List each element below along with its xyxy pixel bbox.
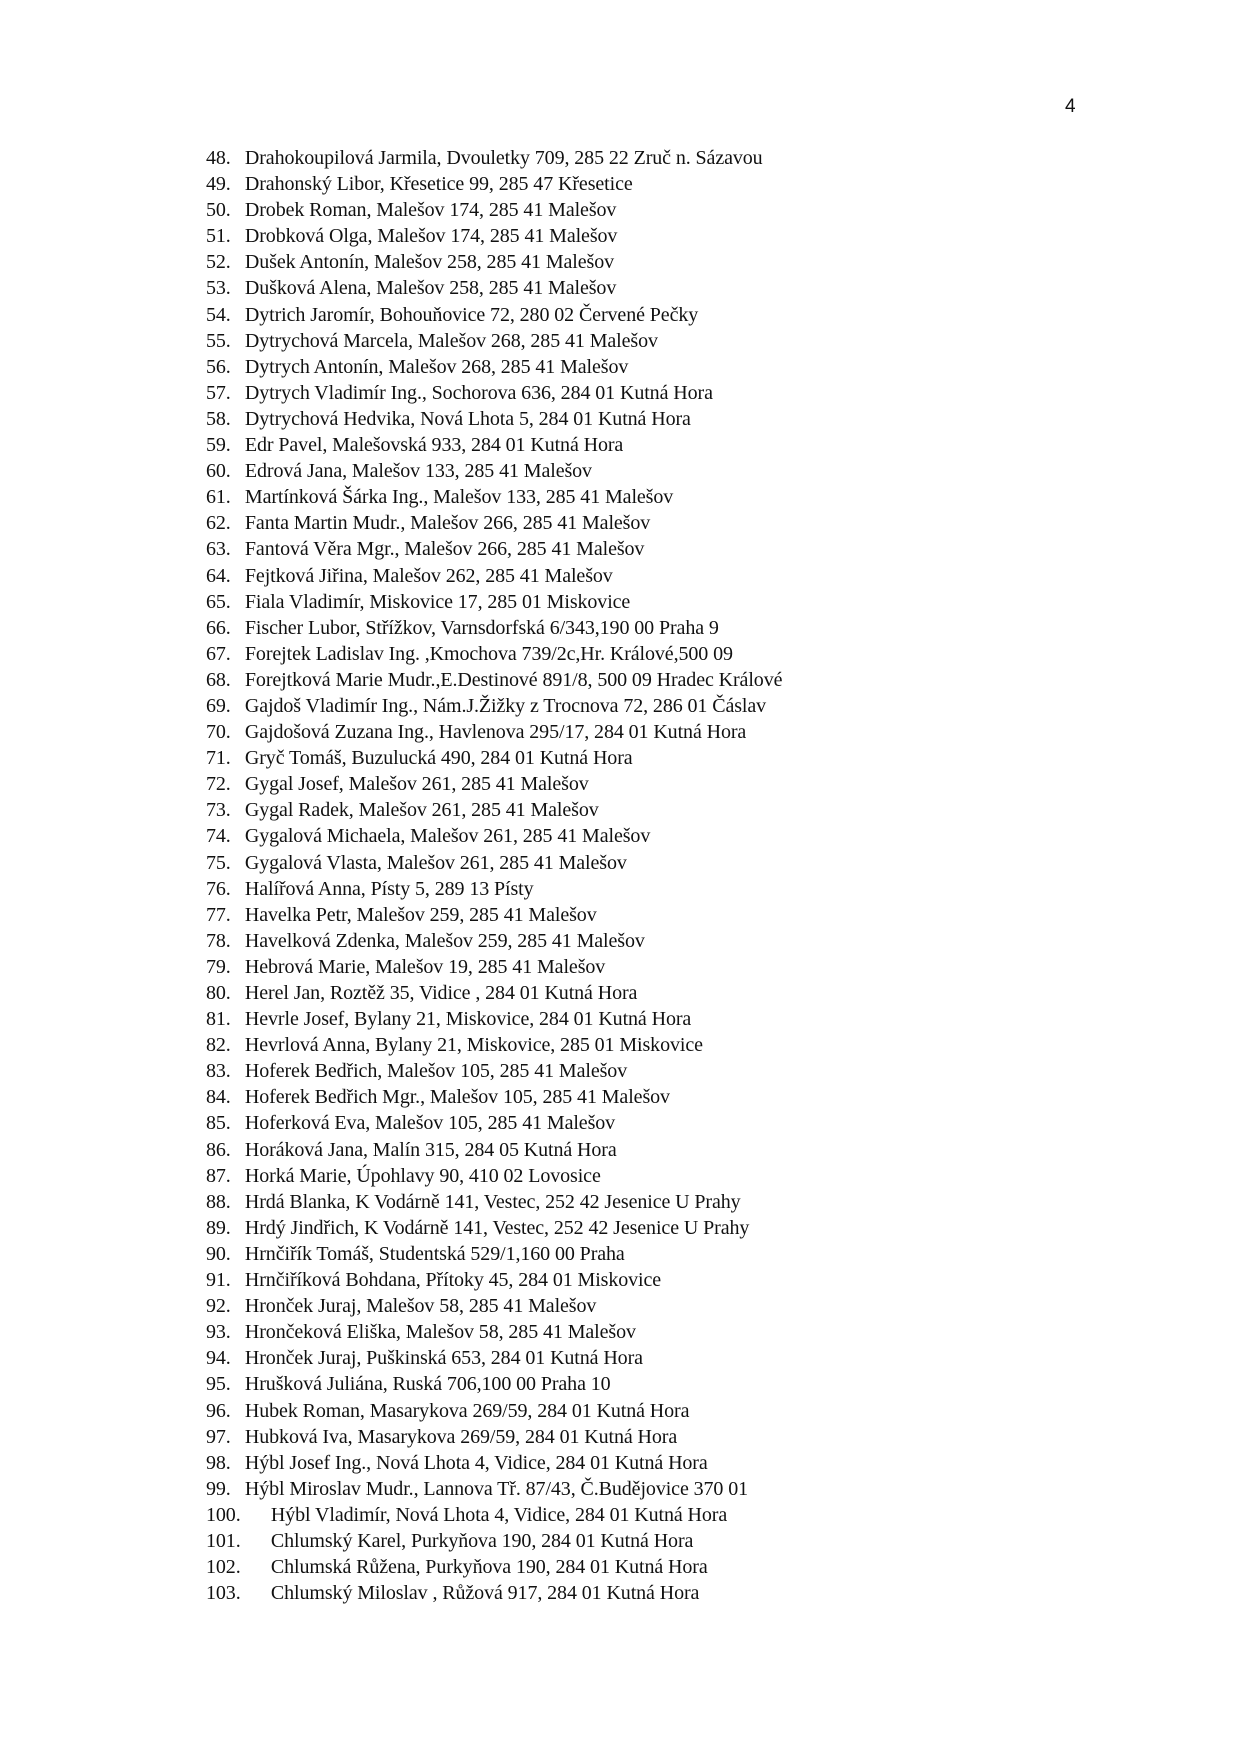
list-item <box>206 536 1206 562</box>
entry-number: 97. <box>206 1425 231 1448</box>
entry-text: Hýbl Vladimír, Nová Lhota 4, Vidice, 284 01 Kutná Hora <box>270 1503 728 1526</box>
list-item <box>206 406 1206 432</box>
list-item <box>206 1084 1206 1110</box>
list-item <box>206 928 1206 954</box>
entry-text: Hrdý Jindřich, K Vodárně 141, Vestec, 252 42 Jesenice U Prahy <box>244 1216 750 1239</box>
entry-number: 71. <box>206 747 231 770</box>
list-item <box>206 1293 1206 1319</box>
list-item <box>206 1554 1206 1580</box>
entry-text: Fiala Vladimír, Miskovice 17, 285 01 Miskovice <box>244 590 631 613</box>
list-item <box>206 563 1206 589</box>
list-item <box>206 954 1206 980</box>
entry-text: Dušek Antonín, Malešov 258, 285 41 Malešov <box>244 251 615 274</box>
entry-text: Chlumská Růžena, Purkyňova 190, 284 01 Kutná Hora <box>270 1556 708 1579</box>
entry-text: Chlumský Miloslav , Růžová 917, 284 01 Kutná Hora <box>270 1582 700 1605</box>
list-item <box>206 249 1206 275</box>
list-item <box>206 275 1206 301</box>
list-item <box>206 823 1206 849</box>
list-item <box>206 354 1206 380</box>
list-item <box>206 1580 1206 1606</box>
entry-text: Dytrych Antonín, Malešov 268, 285 41 Malešov <box>244 355 629 378</box>
entry-text: Forejtek Ladislav Ing. ,Kmochova 739/2c,Hr. Králové,500 09 <box>244 642 733 665</box>
list-item <box>206 1502 1206 1528</box>
entry-text: Fantová Věra Mgr., Malešov 266, 285 41 Malešov <box>244 538 645 561</box>
entry-text: Hebrová Marie, Malešov 19, 285 41 Malešov <box>244 955 606 978</box>
list-item <box>206 302 1206 328</box>
entry-number: 100. <box>206 1503 241 1526</box>
entry-number: 54. <box>206 303 231 326</box>
entry-text: Hronček Juraj, Puškinská 653, 284 01 Kutná Hora <box>244 1347 643 1370</box>
entry-text: Horká Marie, Úpohlavy 90, 410 02 Lovosice <box>244 1164 601 1187</box>
list-item <box>206 1110 1206 1136</box>
entry-number: 98. <box>206 1451 231 1474</box>
list-item <box>206 980 1206 1006</box>
list-item <box>206 797 1206 823</box>
list-item <box>206 1241 1206 1267</box>
entry-text: Gygalová Vlasta, Malešov 261, 285 41 Malešov <box>244 851 627 874</box>
list-item <box>206 771 1206 797</box>
entry-number: 89. <box>206 1216 231 1239</box>
page-number: 4 <box>1065 96 1076 117</box>
entry-number: 79. <box>206 955 231 978</box>
list-item <box>206 432 1206 458</box>
entry-text: Hronček Juraj, Malešov 58, 285 41 Malešov <box>244 1295 597 1318</box>
entry-number: 95. <box>206 1373 231 1396</box>
list-item <box>206 1319 1206 1345</box>
entry-number: 72. <box>206 773 231 796</box>
list-item <box>206 458 1206 484</box>
entry-text: Edrová Jana, Malešov 133, 285 41 Malešov <box>244 460 592 483</box>
list-item <box>206 850 1206 876</box>
entry-number: 62. <box>206 512 231 535</box>
entry-number: 65. <box>206 590 231 613</box>
entry-text: Drahonský Libor, Křesetice 99, 285 47 Křesetice <box>244 173 633 196</box>
entry-number: 86. <box>206 1138 231 1161</box>
entry-text: Gajdošová Zuzana Ing., Havlenova 295/17, 284 01 Kutná Hora <box>244 721 747 744</box>
list-item <box>206 1032 1206 1058</box>
entry-number: 68. <box>206 668 231 691</box>
entry-number: 75. <box>206 851 231 874</box>
entry-number: 92. <box>206 1295 231 1318</box>
entry-number: 94. <box>206 1347 231 1370</box>
entry-number: 60. <box>206 460 231 483</box>
entry-number: 88. <box>206 1190 231 1213</box>
entry-number: 61. <box>206 486 231 509</box>
entry-text: Hýbl Josef Ing., Nová Lhota 4, Vidice, 284 01 Kutná Hora <box>244 1451 708 1474</box>
entry-number: 63. <box>206 538 231 561</box>
entry-text: Hrušková Juliána, Ruská 706,100 00 Praha 10 <box>244 1373 611 1396</box>
entry-number: 91. <box>206 1269 231 1292</box>
list-item <box>206 1424 1206 1450</box>
entry-number: 59. <box>206 434 231 457</box>
list-item <box>206 1450 1206 1476</box>
entry-number: 56. <box>206 355 231 378</box>
entry-text: Dytrich Jaromír, Bohouňovice 72, 280 02 Červené Pečky <box>244 303 699 326</box>
entry-number: 84. <box>206 1086 231 1109</box>
entry-text: Hrnčiříková Bohdana, Přítoky 45, 284 01 Miskovice <box>244 1269 662 1292</box>
entry-text: Hrončeková Eliška, Malešov 58, 285 41 Malešov <box>244 1321 636 1344</box>
list-item <box>206 1398 1206 1424</box>
list-item <box>206 745 1206 771</box>
entry-number: 96. <box>206 1399 231 1422</box>
entry-text: Hevrlová Anna, Bylany 21, Miskovice, 285 01 Miskovice <box>244 1034 703 1057</box>
entry-number: 50. <box>206 199 231 222</box>
entry-text: Dytrychová Hedvika, Nová Lhota 5, 284 01 Kutná Hora <box>244 407 691 430</box>
list-item <box>206 615 1206 641</box>
list-item <box>206 589 1206 615</box>
entry-text: Hýbl Miroslav Mudr., Lannova Tř. 87/43, Č.Budějovice 370 01 <box>244 1477 749 1500</box>
entry-text: Hevrle Josef, Bylany 21, Miskovice, 284 01 Kutná Hora <box>244 1008 692 1031</box>
list-item <box>206 1528 1206 1554</box>
list-item <box>206 328 1206 354</box>
entry-number: 58. <box>206 407 231 430</box>
entry-number: 67. <box>206 642 231 665</box>
entry-number: 93. <box>206 1321 231 1344</box>
list-item <box>206 1267 1206 1293</box>
entry-number: 74. <box>206 825 231 848</box>
list-item <box>206 1058 1206 1084</box>
entry-text: Gygal Josef, Malešov 261, 285 41 Malešov <box>244 773 589 796</box>
list-item <box>206 1476 1206 1502</box>
entry-text: Chlumský Karel, Purkyňova 190, 284 01 Kutná Hora <box>270 1529 694 1552</box>
list-item <box>206 1163 1206 1189</box>
list-item <box>206 171 1206 197</box>
entry-text: Dušková Alena, Malešov 258, 285 41 Malešov <box>244 277 617 300</box>
list-item <box>206 510 1206 536</box>
list-item <box>206 693 1206 719</box>
entry-number: 76. <box>206 877 231 900</box>
entry-text: Gajdoš Vladimír Ing., Nám.J.Žižky z Trocnova 72, 286 01 Čáslav <box>244 694 767 717</box>
entry-text: Gryč Tomáš, Buzulucká 490, 284 01 Kutná Hora <box>244 747 633 770</box>
entry-text: Martínková Šárka Ing., Malešov 133, 285 41 Malešov <box>244 486 674 509</box>
entry-number: 64. <box>206 564 231 587</box>
list-item <box>206 197 1206 223</box>
list-item <box>206 484 1206 510</box>
entry-text: Havelková Zdenka, Malešov 259, 285 41 Malešov <box>244 929 645 952</box>
entry-number: 87. <box>206 1164 231 1187</box>
list-item <box>206 380 1206 406</box>
entry-number: 57. <box>206 381 231 404</box>
entry-number: 80. <box>206 982 231 1004</box>
entry-text: Hubková Iva, Masarykova 269/59, 284 01 Kutná Hora <box>244 1425 678 1448</box>
entry-text: Fanta Martin Mudr., Malešov 266, 285 41 Malešov <box>244 512 651 535</box>
entry-text: Hubek Roman, Masarykova 269/59, 284 01 Kutná Hora <box>244 1399 690 1422</box>
entry-number: 101. <box>206 1529 241 1552</box>
entry-number: 51. <box>206 225 231 248</box>
list-item <box>206 145 1206 171</box>
entry-number: 102. <box>206 1556 241 1579</box>
entry-number: 73. <box>206 799 231 822</box>
entry-text: Hoferek Bedřich, Malešov 105, 285 41 Malešov <box>244 1060 628 1083</box>
entry-text: Hoferek Bedřich Mgr., Malešov 105, 285 41 Malešov <box>244 1086 670 1109</box>
entry-text: Hrnčiřík Tomáš, Studentská 529/1,160 00 Praha <box>244 1242 625 1265</box>
entry-text: Fejtková Jiřina, Malešov 262, 285 41 Malešov <box>244 564 613 587</box>
entry-number: 99. <box>206 1477 231 1500</box>
entry-number: 52. <box>206 251 231 274</box>
entry-text: Hrdá Blanka, K Vodárně 141, Vestec, 252 42 Jesenice U Prahy <box>244 1190 741 1213</box>
entry-number: 77. <box>206 903 231 926</box>
entry-text: Drobek Roman, Malešov 174, 285 41 Malešov <box>244 199 617 222</box>
list-item <box>206 1215 1206 1241</box>
entry-text: Dytrychová Marcela, Malešov 268, 285 41 Malešov <box>244 329 658 352</box>
entry-number: 82. <box>206 1034 231 1057</box>
entry-number: 69. <box>206 694 231 717</box>
entry-text: Forejtková Marie Mudr.,E.Destinové 891/8, 500 09 Hradec Králové <box>244 668 783 691</box>
entry-text: Edr Pavel, Malešovská 933, 284 01 Kutná Hora <box>244 434 624 457</box>
list-item <box>206 1345 1206 1371</box>
entry-number: 81. <box>206 1008 231 1031</box>
list-item <box>206 223 1206 249</box>
list-item <box>206 641 1206 667</box>
entry-number: 78. <box>206 929 231 952</box>
entry-number: 103. <box>206 1582 241 1605</box>
entry-text: Horáková Jana, Malín 315, 284 05 Kutná Hora <box>244 1138 617 1161</box>
entry-number: 85. <box>206 1112 231 1135</box>
list-item <box>206 719 1206 745</box>
entry-text: Hoferková Eva, Malešov 105, 285 41 Malešov <box>244 1112 616 1135</box>
entry-number: 90. <box>206 1242 231 1265</box>
entry-number: 70. <box>206 721 231 744</box>
entry-text: Havelka Petr, Malešov 259, 285 41 Malešov <box>244 903 597 926</box>
entry-text: Drobková Olga, Malešov 174, 285 41 Malešov <box>244 225 618 248</box>
entry-number: 83. <box>206 1060 231 1083</box>
entry-text: Gygalová Michaela, Malešov 261, 285 41 Malešov <box>244 825 651 848</box>
entry-list <box>206 145 1206 1606</box>
entry-text: Halířová Anna, Písty 5, 289 13 Písty <box>244 877 534 900</box>
list-item <box>206 1189 1206 1215</box>
entry-number: 53. <box>206 277 231 300</box>
entry-text: Drahokoupilová Jarmila, Dvouletky 709, 285 22 Zruč n. Sázavou <box>244 147 763 169</box>
list-item <box>206 902 1206 928</box>
list-item <box>206 1137 1206 1163</box>
entry-text: Gygal Radek, Malešov 261, 285 41 Malešov <box>244 799 599 822</box>
entry-number: 66. <box>206 616 231 639</box>
entry-text: Herel Jan, Roztěž 35, Vidice , 284 01 Kutná Hora <box>244 982 638 1004</box>
entry-number: 49. <box>206 173 231 196</box>
list-item <box>206 1371 1206 1397</box>
entry-number: 55. <box>206 329 231 352</box>
entry-number: 48. <box>206 147 231 169</box>
entry-text: Dytrych Vladimír Ing., Sochorova 636, 284 01 Kutná Hora <box>244 381 713 404</box>
list-item <box>206 667 1206 693</box>
list-item <box>206 1006 1206 1032</box>
entry-text: Fischer Lubor, Střížkov, Varnsdorfská 6/343,190 00 Praha 9 <box>244 616 719 639</box>
list-item <box>206 876 1206 902</box>
